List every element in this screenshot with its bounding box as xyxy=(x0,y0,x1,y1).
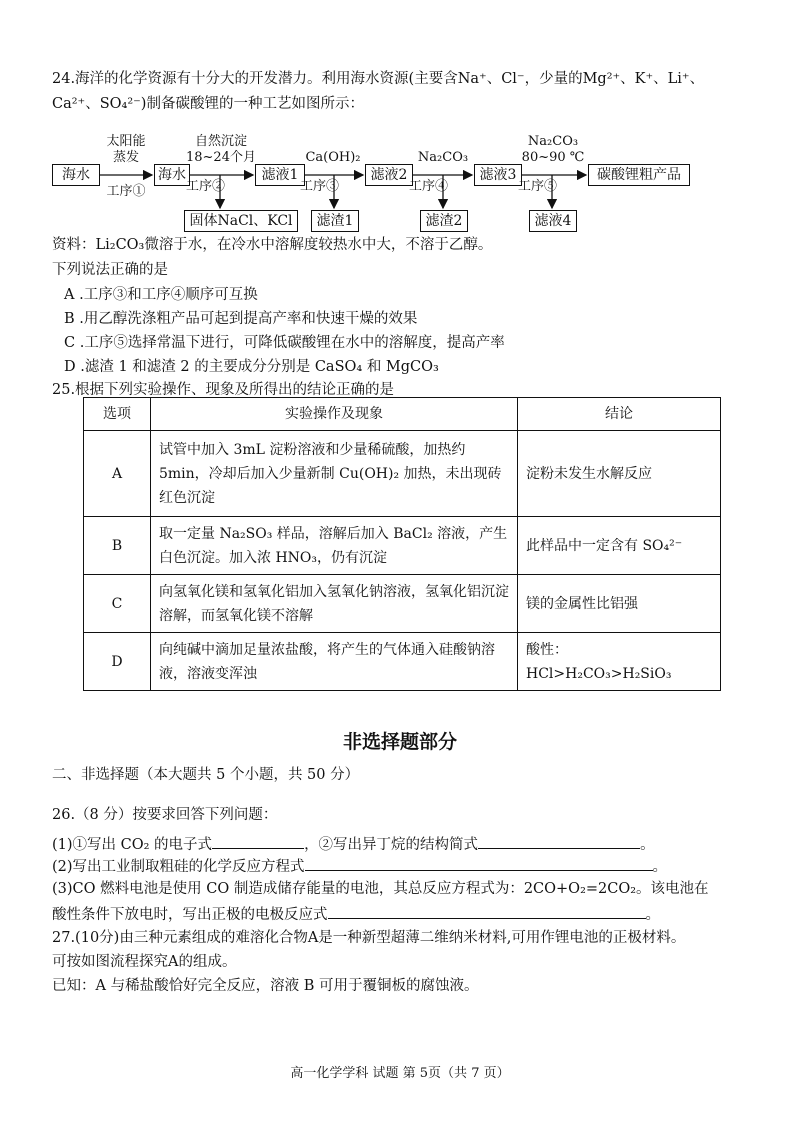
q26-part1 xyxy=(52,834,655,854)
q26-part2 xyxy=(52,856,667,876)
table-row xyxy=(84,633,721,691)
flow-step1: 工序① xyxy=(106,184,146,199)
q25-row-b-option: B xyxy=(84,517,151,575)
flow-label-na2co3-a: Na₂CO₃ xyxy=(417,150,469,165)
q25-row-c-operation: 向氢氧化镁和氢氧化铝加入氢氧化钠溶液，氢氧化铝沉淀溶解，而氢氧化镁不溶解 xyxy=(151,575,518,633)
q26-period-3: 。 xyxy=(645,907,660,923)
q25-header-option: 选项 xyxy=(84,398,151,431)
q25-header-operation: 实验操作及现象 xyxy=(151,398,518,431)
q26-part2-text: (2)写出工业制取粗硅的化学反应方程式 xyxy=(52,859,305,875)
q27-line1: 27.(10分)由三种元素组成的难溶化合物A是一种新型超薄二维纳米材料,可用作锂电池的正极材料。 xyxy=(52,930,686,946)
q27-line2: 可按如图流程探究A的组成。 xyxy=(52,954,237,970)
q24-option-c: C .工序⑤选择常温下进行，可降低碳酸锂在水中的溶解度，提高产率 xyxy=(64,335,505,351)
q25-table xyxy=(83,397,721,691)
table-row xyxy=(84,517,721,575)
answer-blank-co2-electron[interactable] xyxy=(212,834,304,849)
flow-step5: 工序⑤ xyxy=(518,179,558,194)
flow-box-filtrate2: 滤液2 xyxy=(365,164,413,186)
q27-line3: 已知：A 与稀盐酸恰好完全反应，溶液 B 可用于覆铜板的腐蚀液。 xyxy=(52,978,479,994)
flow-label-caoh2: Ca(OH)₂ xyxy=(305,150,361,165)
flow-box-seawater-2: 海水 xyxy=(154,164,190,186)
q24-stem-line1: 24.海洋的化学资源有十分大的开发潜力。利用海水资源(主要含Na⁺、Cl⁻，少量的Mg²⁺、K⁺、Li⁺、 xyxy=(52,71,705,87)
q26-period-2: 。 xyxy=(652,859,668,875)
q25-row-a-conclusion: 淀粉未发生水解反应 xyxy=(518,431,721,517)
q24-option-b: B .用乙醇洗涤粗产品可起到提高产率和快速干燥的效果 xyxy=(64,311,418,327)
flow-step4: 工序④ xyxy=(409,179,449,194)
q24-option-d: D .滤渣 1 和滤渣 2 的主要成分分别是 CaSO₄ 和 MgCO₃ xyxy=(64,359,439,375)
q26-part3-text: 酸性条件下放电时，写出正极的电极反应式 xyxy=(52,907,328,923)
q24-info: 资料：Li₂CO₃微溶于水，在冷水中溶解度较热水中大，不溶于乙醇。 xyxy=(52,237,493,253)
q25-row-b-conclusion: 此样品中一定含有 SO₄²⁻ xyxy=(518,517,721,575)
q25-row-a-operation: 试管中加入 3mL 淀粉溶液和少量稀硫酸，加热约 5min，冷却后加入少量新制 Cu(OH)₂ 加热，未出现砖红色沉淀 xyxy=(151,431,518,517)
q25-header-conclusion: 结论 xyxy=(518,398,721,431)
flow-box-seawater: 海水 xyxy=(52,164,100,186)
q26-part1-a: (1)①写出 CO₂ 的电子式 xyxy=(52,837,213,853)
flow-box-filtrate1: 滤液1 xyxy=(255,164,305,186)
q25-row-b-operation: 取一定量 Na₂SO₃ 样品，溶解后加入 BaCl₂ 溶液，产生白色沉淀。加入浓 HNO₃，仍有沉淀 xyxy=(151,517,518,575)
flow-step3: 工序③ xyxy=(300,179,340,194)
q26-part3-line2 xyxy=(52,904,660,924)
flow-label-evaporate: 蒸发 xyxy=(112,150,139,165)
table-row xyxy=(84,431,721,517)
flow-box-crude-lithium-carbonate: 碳酸锂粗产品 xyxy=(588,164,690,186)
q24-option-a: A .工序③和工序④顺序可互换 xyxy=(64,287,258,303)
page-footer: 高一化学学科 试题 第 5页（共 7 页） xyxy=(290,1066,510,1081)
flow-label-temperature: 80~90 ℃ xyxy=(521,150,585,165)
q25-row-c-option: C xyxy=(84,575,151,633)
q26-period-1: 。 xyxy=(640,837,655,853)
section-subtitle: 二、非选择题（本大题共 5 个小题，共 50 分） xyxy=(52,767,360,783)
q24-flow-diagram xyxy=(0,0,800,240)
flow-label-months: 18~24个月 xyxy=(186,150,256,165)
flow-box-solid-nacl-kcl: 固体NaCl、KCl xyxy=(184,210,298,232)
flow-box-filtrate4: 滤液4 xyxy=(529,210,577,232)
q26-part1-b: ，②写出异丁烷的结构简式 xyxy=(304,837,479,853)
answer-blank-silicon[interactable] xyxy=(305,856,653,871)
q25-row-c-conclusion: 镁的金属性比铝强 xyxy=(518,575,721,633)
q25-row-d-operation: 向纯碱中滴加足量浓盐酸，将产生的气体通入硅酸钠溶液，溶液变浑浊 xyxy=(151,633,518,691)
q25-row-d-option: D xyxy=(84,633,151,691)
flow-box-residue2: 滤渣2 xyxy=(420,210,468,232)
q25-row-a-option: A xyxy=(84,431,151,517)
q25-header-row xyxy=(84,398,721,431)
flow-label-settle: 自然沉淀 xyxy=(194,134,247,149)
q25-stem: 25.根据下列实验操作、现象及所得出的结论正确的是 xyxy=(52,382,395,398)
flow-step2: 工序② xyxy=(186,179,226,194)
q26-part3-line1: (3)CO 燃料电池是使用 CO 制造成储存能量的电池，其总反应方程式为：2CO+O₂=2CO₂。该电池在 xyxy=(52,881,709,897)
answer-blank-isobutane[interactable] xyxy=(478,834,640,849)
answer-blank-electrode[interactable] xyxy=(328,904,646,919)
flow-box-filtrate3: 滤液3 xyxy=(474,164,522,186)
section-title: 非选择题部分 xyxy=(342,731,457,753)
table-row xyxy=(84,575,721,633)
q26-stem: 26.（8 分）按要求回答下列问题： xyxy=(52,807,278,823)
flow-box-residue1: 滤渣1 xyxy=(311,210,359,232)
q24-stem-line2: Ca²⁺、SO₄²⁻)制备碳酸锂的一种工艺如图所示： xyxy=(52,96,364,112)
flow-label-solar: 太阳能 xyxy=(106,134,146,149)
q24-question: 下列说法正确的是 xyxy=(52,262,168,278)
flow-label-na2co3-b: Na₂CO₃ xyxy=(527,134,579,149)
q25-row-d-conclusion: 酸性：HCl>H₂CO₃>H₂SiO₃ xyxy=(518,633,721,691)
